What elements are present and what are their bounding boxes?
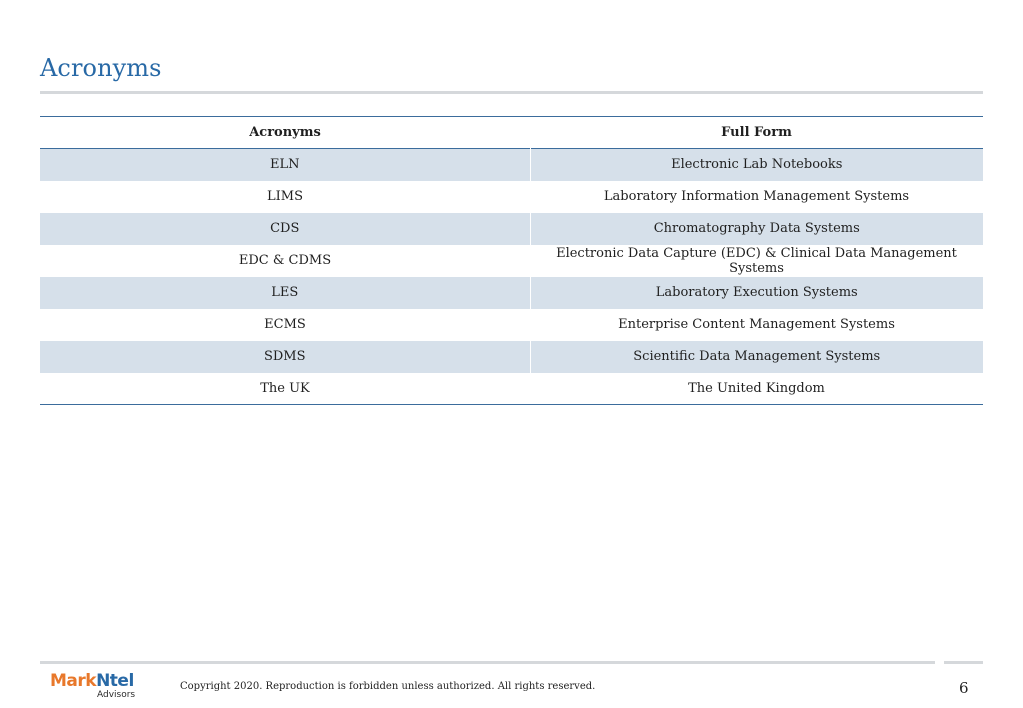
header-full-form: Full Form (721, 125, 792, 140)
full-form-cell: Electronic Data Capture (EDC) & Clinical Data Management Systems (556, 245, 957, 276)
title-divider (40, 91, 983, 94)
full-form-cell: Electronic Lab Notebooks (671, 157, 843, 173)
marknetl-logo (50, 672, 140, 702)
full-form-cell: Scientific Data Management Systems (633, 349, 881, 364)
footer-divider (40, 661, 935, 664)
header-acronyms: Acronyms (249, 125, 321, 140)
full-form-cell: Enterprise Content Management Systems (618, 317, 895, 332)
table-row (40, 213, 983, 245)
table-row (40, 245, 983, 277)
full-form-cell: Laboratory Execution Systems (655, 285, 858, 300)
page-number: 6 (959, 679, 969, 697)
full-form-cell: Chromatography Data Systems (653, 221, 860, 236)
logo-wordmark (50, 672, 134, 690)
table-row (40, 149, 983, 181)
acronyms-table (40, 116, 983, 405)
copyright-notice: Copyright 2020. Reproduction is forbidden unless authorized. All rights reserved. (180, 681, 596, 692)
table-row (40, 181, 983, 213)
table-row (40, 309, 983, 341)
acronym-cell: The UK (260, 380, 310, 396)
logo-subtitle: Advisors (97, 690, 136, 700)
acronym-cell: EDC & CDMS (238, 253, 332, 268)
acronym-cell: ECMS (264, 317, 306, 332)
full-form-cell: The United Kingdom (688, 380, 825, 396)
acronym-cell: SDMS (40, 341, 530, 373)
page-title: Acronyms (40, 54, 162, 82)
table-row (40, 341, 983, 373)
table-header-row (40, 117, 983, 149)
acronym-cell: LES (40, 277, 530, 309)
footer-divider-short (944, 661, 983, 664)
table-row (40, 373, 983, 405)
logo-ntel-text: Ntel (96, 671, 134, 691)
acronym-cell: ELN (40, 149, 530, 181)
full-form-cell: Laboratory Information Management Systems (603, 189, 910, 204)
logo-mark-text: Mark (50, 671, 97, 691)
table-row (40, 277, 983, 309)
acronym-cell: LIMS (267, 189, 303, 204)
acronym-cell: CDS (40, 213, 530, 245)
